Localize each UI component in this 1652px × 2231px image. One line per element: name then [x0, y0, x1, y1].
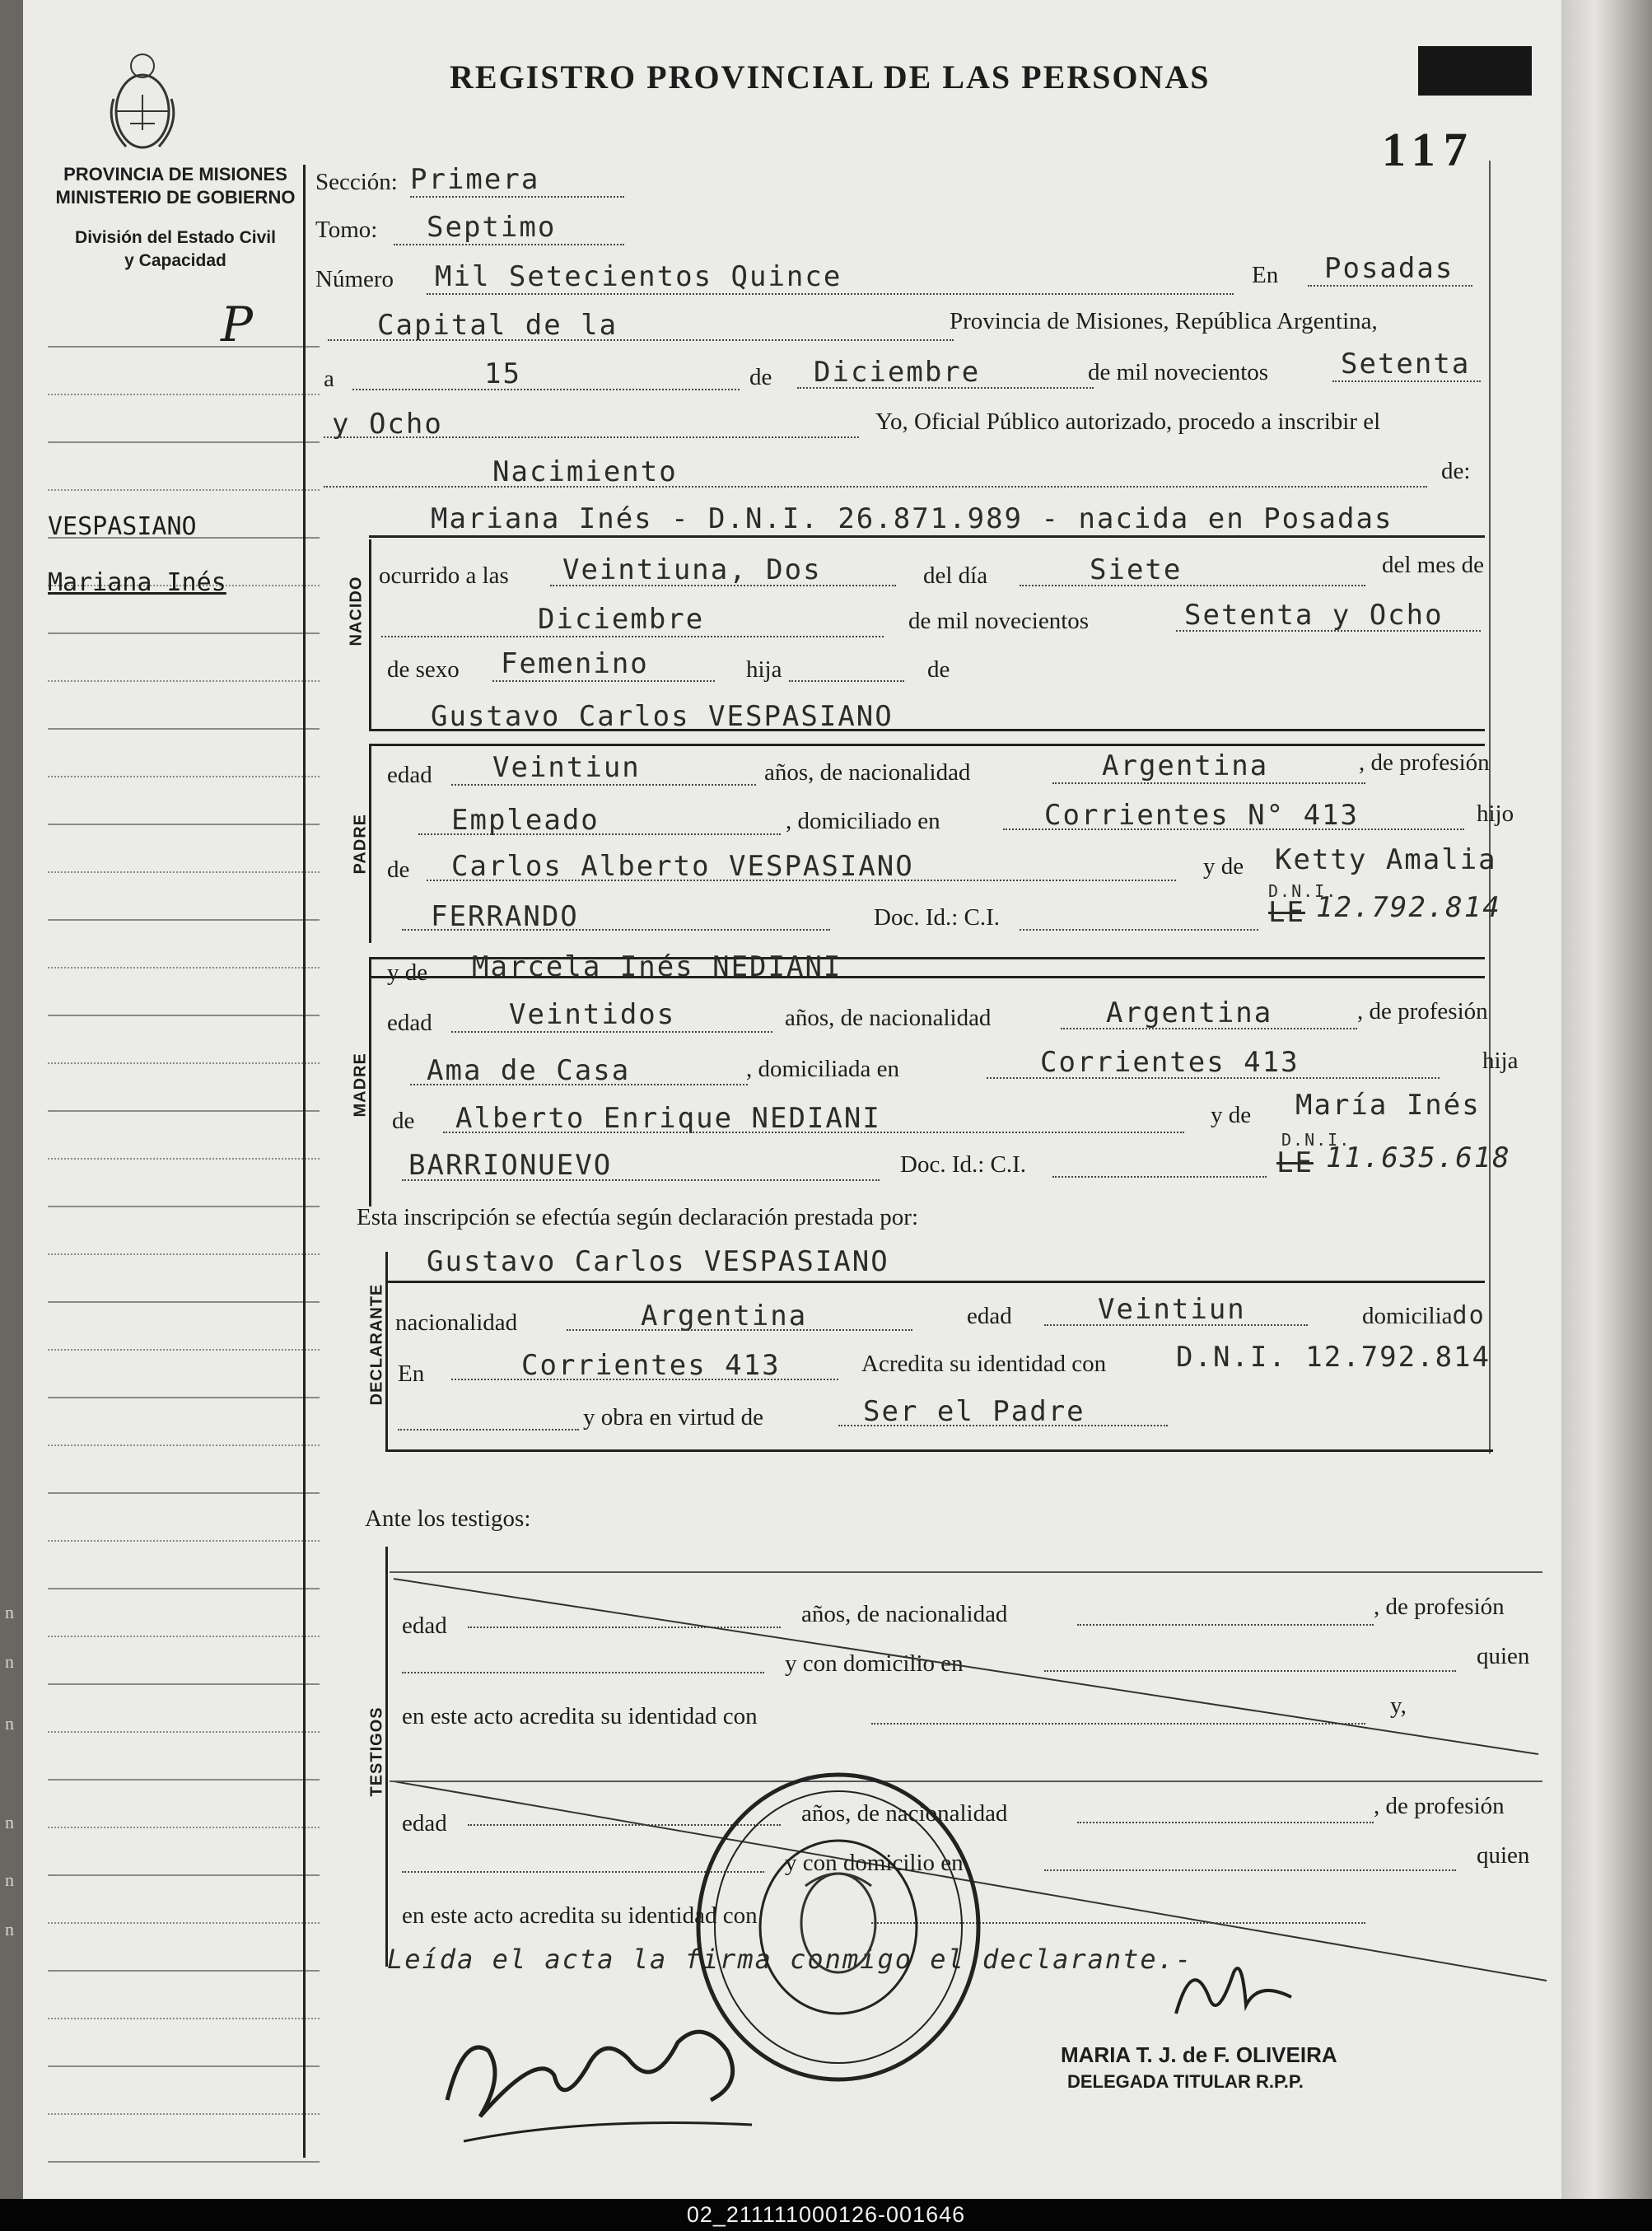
declarante-en-label: En — [398, 1361, 425, 1387]
padre-doc-value: 12.792.814 — [1316, 891, 1501, 924]
hija-madre-label: hija — [1482, 1048, 1519, 1074]
a-label: a — [324, 366, 334, 392]
obra-label: y obra en virtud de — [583, 1404, 764, 1431]
numero-label: Número — [315, 266, 394, 292]
side-label-declarante: DECLARANTE — [367, 1283, 386, 1406]
margin-rule — [48, 1158, 320, 1160]
officer-signature-icon — [1168, 1948, 1316, 2030]
margin-mark: P — [221, 296, 254, 352]
image-code-footer: 02_211111000126-001646 — [0, 2199, 1652, 2231]
declarante-nombre: Gustavo Carlos VESPASIANO — [427, 1245, 889, 1278]
hora-value: Veintiuna, Dos — [562, 553, 822, 586]
seccion-value: Primera — [410, 163, 540, 196]
province-header — [40, 163, 311, 209]
margin-surname: VESPASIANO — [48, 512, 197, 541]
madre-nacionalidad-value: Argentina — [1106, 996, 1273, 1029]
margin-rule — [48, 1110, 320, 1112]
acredita-label: Acredita su identidad con — [861, 1351, 1107, 1377]
margin-rule — [48, 394, 320, 395]
ante-testigos-label: Ante los testigos: — [365, 1505, 531, 1532]
ocurrido-label: ocurrido a las — [379, 562, 509, 589]
madre-nombre: Marcela Inés NEDIANI — [472, 950, 842, 983]
madre-padre-value: Alberto Enrique NEDIANI — [455, 1102, 881, 1135]
main-divider — [303, 165, 306, 2158]
madre-de-label: de — [392, 1108, 415, 1134]
margin-rule — [48, 1683, 320, 1685]
declarante-edad-label: edad — [967, 1303, 1012, 1329]
domicilia-label: domiciliado — [1362, 1301, 1486, 1330]
madre-madre-apellido: BARRIONUEVO — [408, 1149, 613, 1182]
madre-domicilio-value: Corrientes 413 — [1040, 1046, 1300, 1079]
margin-rule — [48, 1253, 320, 1255]
yo-oficial-label: Yo, Oficial Público autorizado, procedo a inscribir el — [875, 408, 1381, 435]
margin-rule — [48, 632, 320, 634]
madre-nacionalidad-label: años, de nacionalidad — [785, 1005, 992, 1031]
padre-doc-tachado: LE — [1268, 896, 1305, 929]
margin-rule — [48, 1206, 320, 1207]
declarante-domicilio-value: Corrientes 413 — [521, 1349, 781, 1382]
declarante-edad-value: Veintiun — [1098, 1293, 1246, 1326]
officer-name: MARIA T. J. de F. OLIVEIRA — [1061, 2042, 1337, 2067]
testigo2-quien-label: quien — [1477, 1842, 1530, 1869]
margin-rule — [48, 1445, 320, 1446]
capital-value: Capital de la — [377, 309, 618, 342]
margin-rule — [48, 1922, 320, 1924]
margin-rule — [48, 2161, 320, 2163]
margin-rule — [48, 1588, 320, 1589]
madre-profesion-label: , de profesión — [1357, 998, 1488, 1024]
margin-rule — [48, 919, 320, 921]
acto-value: Nacimiento — [492, 455, 678, 488]
de-mil-label: de mil novecientos — [908, 608, 1090, 634]
margin-rule — [48, 1874, 320, 1876]
division-header — [40, 226, 311, 273]
division-line: División del Estado Civil — [75, 228, 276, 247]
argentina-coat-of-arms-icon — [105, 33, 180, 156]
hija-label: hija — [746, 656, 782, 683]
margin-rule — [48, 1397, 320, 1398]
margin-rule — [48, 1827, 320, 1828]
redacted-box — [1418, 46, 1532, 96]
padre-nombre: Gustavo Carlos VESPASIANO — [431, 700, 894, 733]
page-stack-edge — [1556, 0, 1652, 2199]
ministry-line: MINISTERIO DE GOBIERNO — [55, 187, 296, 208]
seccion-label: Sección: — [315, 169, 398, 195]
madre-doc-value: 11.635.618 — [1326, 1141, 1511, 1174]
dia-value: 15 — [484, 357, 521, 390]
provincia-label: Provincia de Misiones, República Argentina, — [950, 308, 1378, 334]
padre-edad-value: Veintiun — [492, 751, 641, 784]
declarante-nacionalidad-value: Argentina — [641, 1300, 808, 1333]
testigo1-y-label: y, — [1390, 1692, 1407, 1719]
margin-rule — [48, 346, 320, 348]
margin-rule — [48, 1349, 320, 1351]
officer-title: DELEGADA TITULAR R.P.P. — [1067, 2071, 1304, 2092]
sexo-label: de sexo — [387, 656, 460, 683]
declarant-signature-icon — [439, 2001, 768, 2158]
testigo2-nacionalidad-label: años, de nacionalidad — [801, 1800, 1008, 1827]
declarante-documento: D.N.I. 12.792.814 — [1176, 1341, 1491, 1374]
nacido-line: Mariana Inés - D.N.I. 26.871.989 - nacida en Posadas — [431, 502, 1393, 535]
anio-nacimiento-value: Setenta y Ocho — [1184, 599, 1444, 632]
tomo-value: Septimo — [427, 211, 557, 244]
padre-edad-label: edad — [387, 762, 432, 788]
margin-rule — [48, 2018, 320, 2019]
province-line: PROVINCIA DE MISIONES — [63, 164, 287, 184]
de-label: de — [749, 364, 772, 390]
margin-rule — [48, 2113, 320, 2115]
madre-domicilio-label: , domiciliada en — [746, 1056, 900, 1082]
margin-rule — [48, 1540, 320, 1542]
declaracion-label: Esta inscripción se efectúa según declaración prestada por: — [357, 1204, 919, 1230]
margin-rule — [48, 1731, 320, 1733]
testigo2-edad-label: edad — [402, 1810, 447, 1837]
testigo2-profesion-label: , de profesión — [1374, 1793, 1505, 1819]
madre-y-de-label2: y de — [1211, 1102, 1252, 1128]
declarante-nacionalidad-label: nacionalidad — [395, 1309, 518, 1336]
madre-doc-tachado: LE — [1276, 1146, 1314, 1179]
numero-value: Mil Setecientos Quince — [435, 260, 842, 293]
birth-certificate-page — [23, 0, 1561, 2199]
padre-padre-value: Carlos Alberto VESPASIANO — [451, 850, 914, 883]
padre-doc-tipo: D.N.I. — [1268, 881, 1338, 901]
en-virtud-value: Ser el Padre — [863, 1395, 1085, 1428]
side-label-madre: MADRE — [351, 1052, 370, 1118]
madre-y-de-label: y de — [387, 959, 428, 986]
de-hija-label: de — [927, 656, 950, 683]
ciudad-value: Posadas — [1324, 252, 1454, 285]
margin-rule — [48, 967, 320, 968]
act-number: 117 — [1382, 123, 1476, 176]
anio-value-1: Setenta — [1341, 348, 1471, 380]
testigo1-acredita-label: en este acto acredita su identidad con — [402, 1703, 758, 1729]
tomo-label: Tomo: — [315, 217, 378, 243]
margin-rule — [48, 1301, 320, 1303]
sexo-value: Femenino — [501, 647, 649, 680]
margin-rule — [48, 824, 320, 825]
dia-nacimiento-value: Siete — [1090, 553, 1183, 586]
padre-profesion-value: Empleado — [451, 804, 600, 837]
padre-madre-value: Ketty Amalia — [1275, 843, 1497, 876]
madre-doc-tipo: D.N.I. — [1281, 1130, 1351, 1150]
binder-page-letters: n n n n n n — [5, 1602, 14, 1939]
padre-domicilio-value: Corrientes N° 413 — [1044, 799, 1359, 832]
hijo-label: hijo — [1477, 800, 1514, 827]
madre-edad-label: edad — [387, 1010, 432, 1036]
testigo2-acredita-label: en este acto acredita su identidad con — [402, 1902, 758, 1929]
capacity-line: y Capacidad — [124, 251, 226, 270]
en-label: En — [1252, 262, 1279, 288]
side-label-padre: PADRE — [351, 813, 370, 875]
testigo2-domicilio-label: y con domicilio en — [785, 1850, 964, 1876]
testigo1-edad-label: edad — [402, 1613, 447, 1639]
margin-rule — [48, 1779, 320, 1781]
anio-value-2: y Ocho — [332, 408, 443, 441]
testigo1-domicilio-label: y con domicilio en — [785, 1650, 964, 1677]
padre-doc-label: Doc. Id.: C.I. — [874, 904, 1001, 931]
mes-value: Diciembre — [814, 356, 981, 389]
margin-given-names: Mariana Inés — [48, 568, 226, 597]
testigo1-nacionalidad-label: años, de nacionalidad — [801, 1601, 1008, 1627]
margin-rule — [48, 871, 320, 873]
margin-rule — [48, 1015, 320, 1016]
margin-rule — [48, 2065, 320, 2067]
padre-y-de-label: y de — [1203, 853, 1244, 880]
padre-nacionalidad-label: años, de nacionalidad — [764, 759, 971, 786]
mes-nacimiento-value: Diciembre — [538, 603, 705, 636]
del-dia-label: del día — [923, 562, 988, 589]
margin-rule — [48, 1636, 320, 1637]
padre-nacionalidad-value: Argentina — [1102, 749, 1269, 782]
madre-profesion-value: Ama de Casa — [427, 1054, 631, 1087]
testigo1-profesion-label: , de profesión — [1374, 1594, 1505, 1620]
side-label-testigos: TESTIGOS — [367, 1706, 386, 1797]
side-label-nacido: NACIDO — [347, 576, 366, 646]
document-title: REGISTRO PROVINCIAL DE LAS PERSONAS — [450, 58, 1211, 96]
del-mes-label: del mes de — [1382, 552, 1485, 578]
testigo1-quien-label: quien — [1477, 1643, 1530, 1669]
margin-rule — [48, 489, 320, 491]
margin-rule — [48, 1492, 320, 1494]
margin-rule — [48, 680, 320, 682]
margin-rule — [48, 776, 320, 777]
margin-rule — [48, 1970, 320, 1972]
margin-rule — [48, 1062, 320, 1064]
mil-novecientos-label: de mil novecientos — [1088, 359, 1269, 385]
padre-madre-apellido: FERRANDO — [431, 900, 579, 933]
de-colon-label: de: — [1441, 458, 1471, 484]
margin-rule — [48, 441, 320, 443]
madre-madre-value: María Inés — [1295, 1089, 1481, 1122]
madre-doc-label: Doc. Id.: C.I. — [900, 1151, 1027, 1178]
padre-domicilio-label: , domiciliado en — [786, 808, 940, 834]
margin-rule — [48, 728, 320, 730]
closing-note: Leída el acta la firma conmigo el declarante.- — [387, 1944, 1193, 1975]
padre-de-label: de — [387, 856, 410, 883]
madre-edad-value: Veintidos — [509, 998, 676, 1031]
padre-profesion-label: , de profesión — [1359, 749, 1490, 776]
